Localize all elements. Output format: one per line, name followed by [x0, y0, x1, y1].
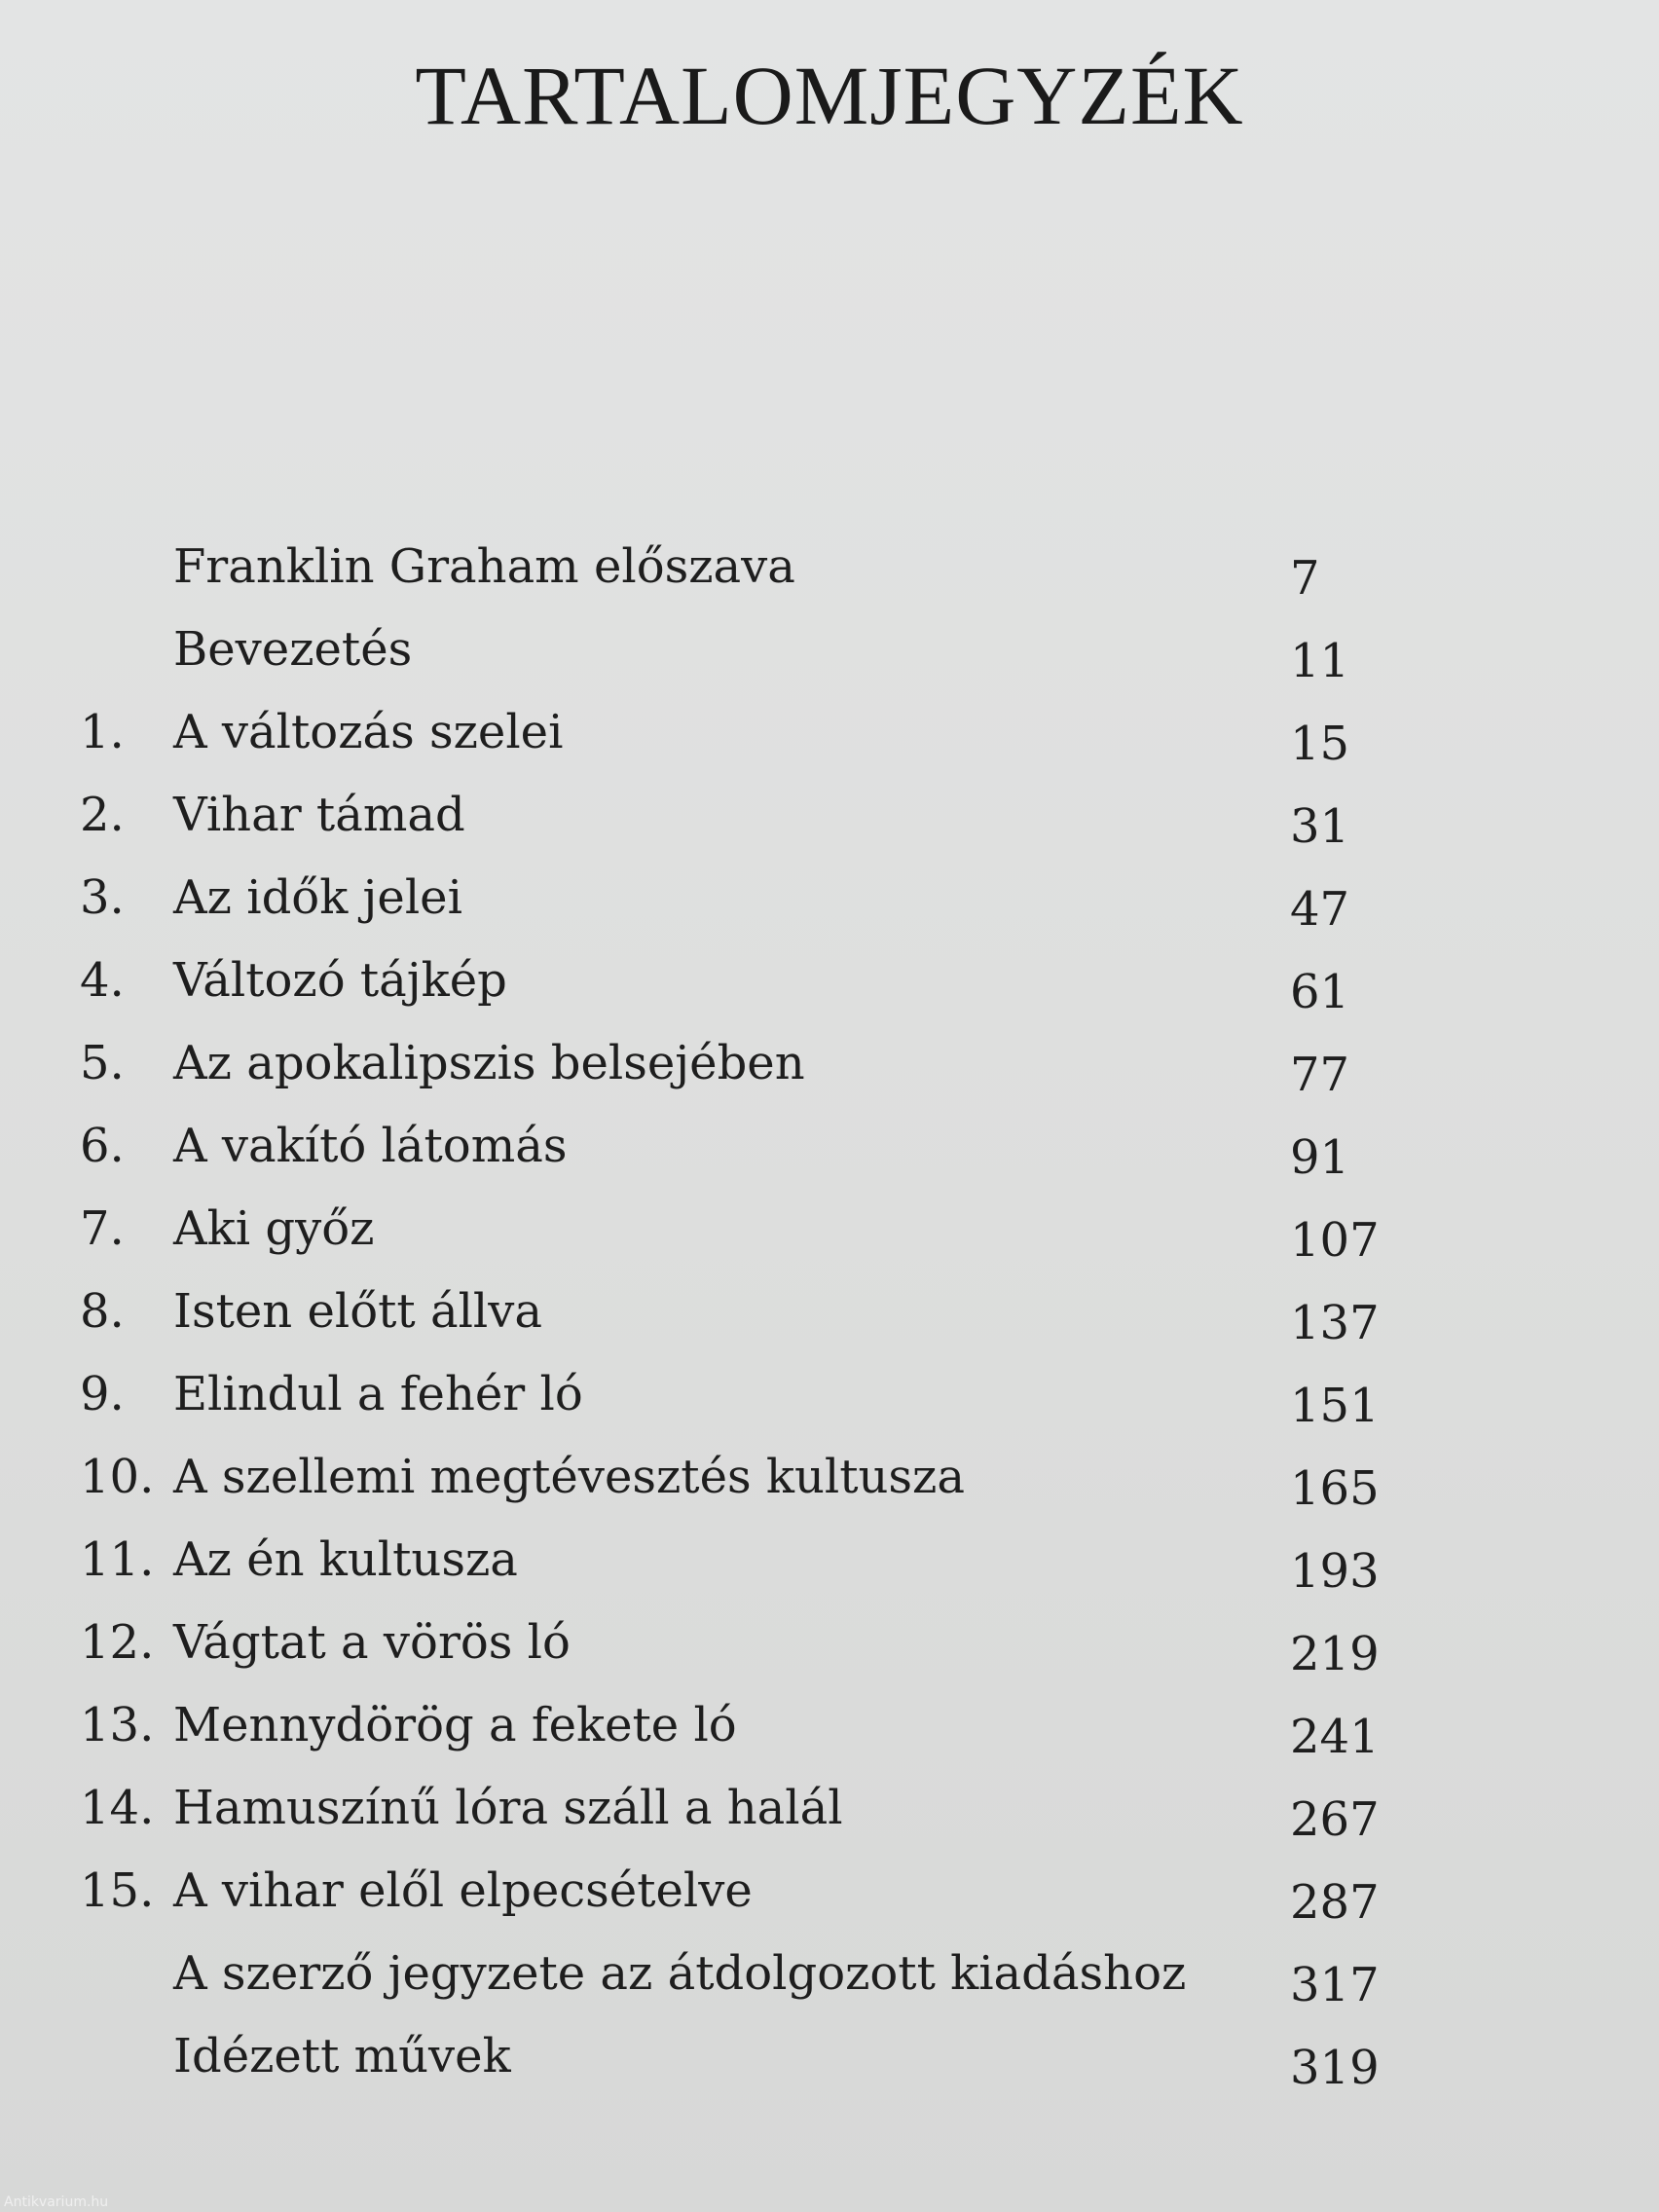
toc-entry — [0, 1767, 1659, 1850]
page-number: 319 — [1290, 2041, 1380, 2095]
page-number: 77 — [1290, 1048, 1350, 1102]
toc-entry — [0, 1850, 1659, 1933]
chapter-title: Franklin Graham előszava — [173, 539, 795, 594]
toc-entry — [0, 1519, 1659, 1602]
toc-entry — [0, 1105, 1659, 1188]
chapter-title: A változás szelei — [173, 705, 564, 759]
toc-entry — [0, 2015, 1659, 2098]
chapter-number: 9. — [80, 1367, 125, 1421]
chapter-number: 11. — [80, 1532, 155, 1587]
chapter-number: 15. — [80, 1863, 155, 1918]
toc-entry — [0, 857, 1659, 940]
chapter-number: 3. — [80, 870, 125, 925]
chapter-title: Változó tájkép — [173, 953, 507, 1008]
page-number: 151 — [1290, 1379, 1380, 1433]
toc-entry — [0, 1684, 1659, 1767]
page-number: 219 — [1290, 1627, 1380, 1681]
chapter-number: 12. — [80, 1615, 155, 1670]
chapter-title: Bevezetés — [173, 622, 413, 677]
chapter-number: 13. — [80, 1698, 155, 1752]
chapter-title: Az idők jelei — [173, 870, 462, 925]
chapter-title: Mennydörög a fekete ló — [173, 1698, 737, 1752]
toc-entry — [0, 691, 1659, 774]
page-number: 241 — [1290, 1710, 1380, 1764]
chapter-title: Vihar támad — [173, 788, 465, 842]
page-number: 61 — [1290, 965, 1350, 1019]
toc-entry — [0, 526, 1659, 608]
chapter-number: 10. — [80, 1450, 155, 1504]
toc-entry — [0, 774, 1659, 857]
chapter-number: 6. — [80, 1119, 125, 1173]
chapter-title: A szerző jegyzete az átdolgozott kiadáshoz — [173, 1946, 1187, 2001]
toc-entry — [0, 1933, 1659, 2015]
chapter-title: Isten előtt állva — [173, 1284, 543, 1339]
chapter-title: Aki győz — [173, 1201, 375, 1256]
toc-entry — [0, 1436, 1659, 1519]
table-of-contents — [0, 526, 1659, 2098]
chapter-number: 4. — [80, 953, 125, 1008]
toc-entry — [0, 940, 1659, 1022]
chapter-number: 7. — [80, 1201, 125, 1256]
page-number: 165 — [1290, 1461, 1380, 1516]
toc-entry — [0, 1188, 1659, 1271]
watermark: Antikvarium.hu — [4, 2194, 109, 2210]
toc-entry — [0, 1271, 1659, 1353]
page-number: 107 — [1290, 1213, 1380, 1268]
toc-entry — [0, 608, 1659, 691]
chapter-title: Az apokalipszis belsejében — [173, 1036, 805, 1090]
chapter-title: Hamuszínű lóra száll a halál — [173, 1781, 843, 1835]
chapter-number: 1. — [80, 705, 125, 759]
toc-entry — [0, 1022, 1659, 1105]
chapter-title: A vakító látomás — [173, 1119, 568, 1173]
page-number: 15 — [1290, 717, 1350, 771]
chapter-title: Idézett művek — [173, 2029, 511, 2083]
page-number: 287 — [1290, 1875, 1380, 1930]
toc-entry — [0, 1602, 1659, 1684]
page-number: 193 — [1290, 1544, 1380, 1599]
toc-entry — [0, 1353, 1659, 1436]
page-number: 11 — [1290, 634, 1350, 688]
chapter-title: A szellemi megtévesztés kultusza — [173, 1450, 965, 1504]
page-title: TARTALOMJEGYZÉK — [415, 49, 1244, 142]
page-number: 267 — [1290, 1792, 1380, 1847]
page-number: 31 — [1290, 799, 1350, 854]
chapter-title: A vihar elől elpecsételve — [173, 1863, 753, 1918]
chapter-number: 8. — [80, 1284, 125, 1339]
chapter-title: Az én kultusza — [173, 1532, 518, 1587]
page-number: 137 — [1290, 1296, 1380, 1350]
chapter-number: 14. — [80, 1781, 155, 1835]
chapter-number: 5. — [80, 1036, 125, 1090]
page-number: 47 — [1290, 882, 1350, 937]
page-number: 91 — [1290, 1130, 1350, 1185]
chapter-title: Elindul a fehér ló — [173, 1367, 583, 1421]
chapter-number: 2. — [80, 788, 125, 842]
chapter-title: Vágtat a vörös ló — [173, 1615, 571, 1670]
page-number: 7 — [1290, 551, 1320, 606]
page-number: 317 — [1290, 1958, 1380, 2012]
